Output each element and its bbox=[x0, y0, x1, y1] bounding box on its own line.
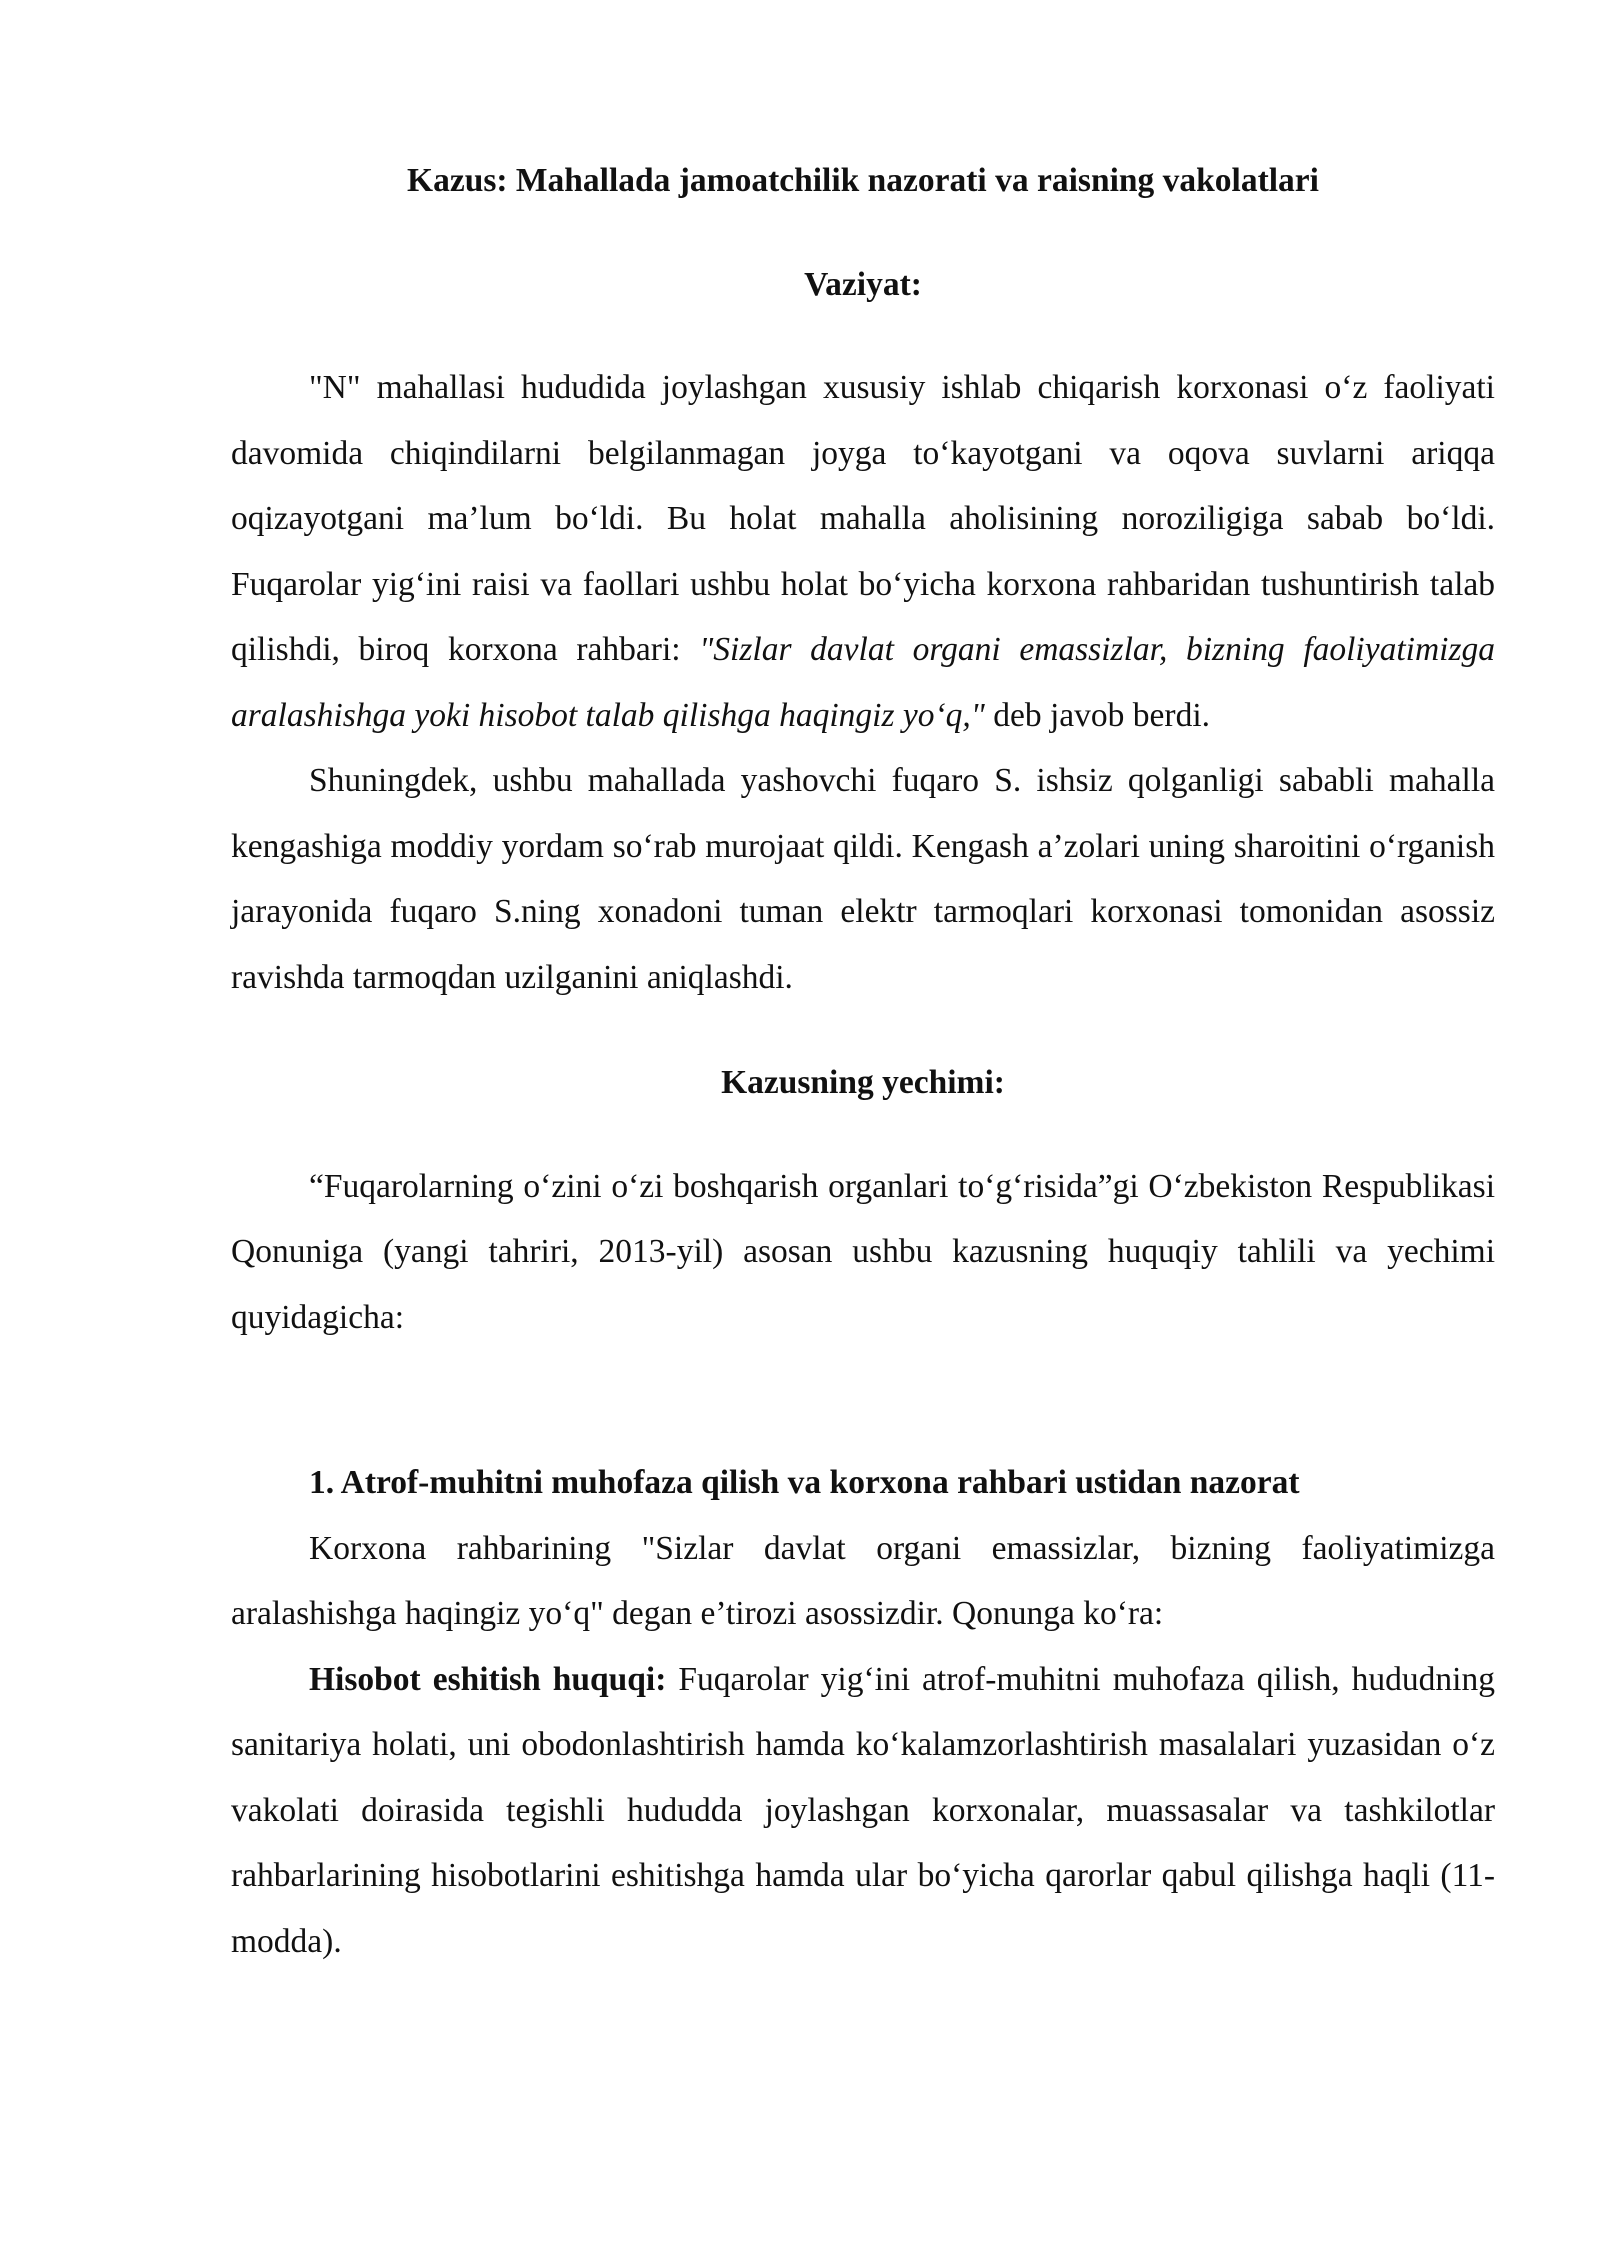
paragraph-situation-1 bbox=[231, 355, 1495, 748]
paragraph-reporting-right bbox=[231, 1647, 1495, 1975]
reporting-right-term: Hisobot eshitish huquqi: bbox=[309, 1660, 667, 1698]
paragraph-text: Fuqarolar yig‘ini atrof-muhitni muhofaza qilish, hududning sanitariya holati, uni obodonlashtirish hamda ko‘kalamzorlashtirish masalalari yuzasidan o‘z vakolati doirasida tegishli hududda joylashgan korxonalar, muassasalar va tashkilotlar rahbarlarining hisobotlarini eshitishga hamda ular bo‘yicha qarorlar qabul qilishga haqli (11-modda). bbox=[231, 1660, 1495, 1960]
paragraph-text: "N" mahallasi hududida joylashgan xususiy ishlab chiqarish korxonasi o‘z faoliyati davomida chiqindilarni belgilanmagan joyga to‘kayotgani va oqova suvlarni ariqqa oqizayotgani ma’lum bo‘ldi. Bu holat mahalla aholisining noroziligiga sabab bo‘ldi. Fuqarolar yig‘ini raisi va faollari ushbu holat bo‘yicha korxona rahbaridan tushuntirish talab qilishdi, biroq korxona rahbari: bbox=[231, 369, 1495, 668]
paragraph-text: deb javob berdi. bbox=[984, 696, 1211, 734]
director-quote: "Sizlar davlat organi emassizlar, bizning faoliyatimizga aralashishga yoki hisobot talab qilishga haqingiz yo‘q," bbox=[231, 631, 1496, 734]
paragraph-objection: Korxona rahbarining "Sizlar davlat organi emassizlar, bizning faoliyatimizga aralashishga haqingiz yo‘q" degan e’tirozi asossizdir. Qonunga ko‘ra: bbox=[231, 1529, 1495, 1632]
document-body bbox=[231, 148, 1495, 1974]
section-1-heading: 1. Atrof-muhitni muhofaza qilish va korxona rahbari ustidan nazorat bbox=[309, 1464, 1300, 1501]
document-title: Kazus: Mahallada jamoatchilik nazorati va raisning vakolatlari bbox=[407, 162, 1319, 199]
solution-heading: Kazusning yechimi: bbox=[721, 1064, 1005, 1101]
paragraph-situation-2: Shuningdek, ushbu mahallada yashovchi fuqaro S. ishsiz qolganligi sababli mahalla kengashiga moddiy yordam so‘rab murojaat qildi. Kengash a’zolari uning sharoitini o‘rganish jarayonida fuqaro S.ning xonadoni tuman elektr tarmoqlari korxonasi tomonidan asossiz ravishda tarmoqdan uzilganini aniqlashdi. bbox=[231, 762, 1495, 996]
paragraph-solution-intro: “Fuqarolarning o‘zini o‘zi boshqarish organlari to‘g‘risida”gi O‘zbekiston Respublikasi Qonuniga (yangi tahriri, 2013-yil) asosan ushbu kazusning huquqiy tahlili va yechimi quyidagicha: bbox=[231, 1167, 1495, 1336]
situation-heading: Vaziyat: bbox=[804, 265, 922, 303]
